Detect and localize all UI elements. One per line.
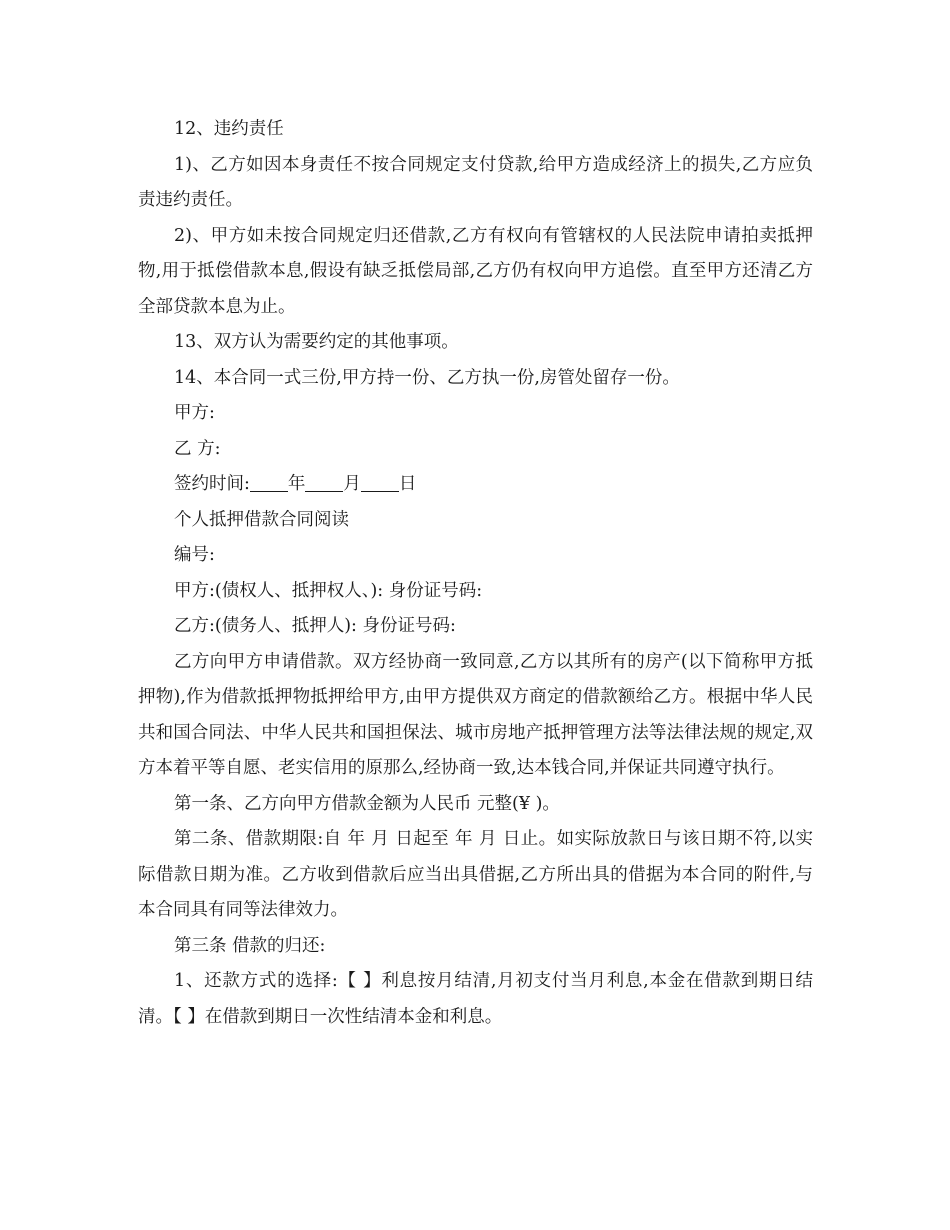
contract-number: 编号: [174,545,215,565]
contract-title: 个人抵押借款合同阅读 [174,509,349,530]
year-blank [250,474,288,493]
article-1: 第一条、乙方向甲方借款金额为人民币 元整(¥ )。 [174,793,560,814]
party-b-info: 乙方:(债务人、抵押人): 身份证号码: [174,616,456,636]
clause-12-2: 2)、甲方如未按合同规定归还借款,乙方有权向有管辖权的人民法院申请拍卖抵押物,用于抵偿借款本息,假设有缺乏抵偿局部,乙方仍有权向甲方追偿。直至甲方还清乙方全部贷款本息为止。 [138,225,813,317]
document-body [138,112,813,1035]
article-3-heading: 第三条 借款的归还: [174,935,326,956]
section-12-heading: 12、违约责任 [174,119,284,139]
clause-12-1: 1)、乙方如因本身责任不按合同规定支付贷款,给甲方造成经济上的损失,乙方应负责违约责任。 [138,154,813,210]
party-a-signature-line: 甲方: [174,403,215,423]
article-2: 第二条、借款期限:自 年 月 日起至 年 月 日止。如实际放款日与该日期不符,以实际借款日期为准。乙方收到借款后应当出具借据,乙方所出具的借据为本合同的附件,与本合同具有同等法律效力。 [138,829,813,920]
article-3-clause-1: 1、还款方式的选择:【 】利息按月结清,月初支付当月利息,本金在借款到期日结清。【 】在借款到期日一次性结清本金和利息。 [138,971,813,1027]
section-14: 14、本合同一式三份,甲方持一份、乙方执一份,房管处留存一份。 [174,367,680,388]
sign-date-line [138,467,813,503]
party-b-signature-line: 乙 方: [174,438,221,459]
party-a-info: 甲方:(债权人、抵押权人、): 身份证号码: [174,580,483,601]
day-blank [361,474,399,493]
day-label: 日 [398,474,417,494]
year-label: 年 [287,474,306,494]
section-13: 13、双方认为需要约定的其他事项。 [174,332,459,352]
sign-date-label: 签约时间: [174,474,250,494]
month-blank [305,474,343,493]
preamble: 乙方向甲方申请借款。双方经协商一致同意,乙方以其所有的房产(以下简称甲方抵押物),作为借款抵押物抵押给甲方,由甲方提供双方商定的借款额给乙方。根据中华人民共和国合同法、中华人民共和国担保法、城市房地产抵押管理方法等法律法规的规定,双方本着平等自愿、老实信用的原那么,经协商一致,达本钱合同,并保证共同遵守执行。 [138,651,813,778]
month-label: 月 [343,474,361,494]
